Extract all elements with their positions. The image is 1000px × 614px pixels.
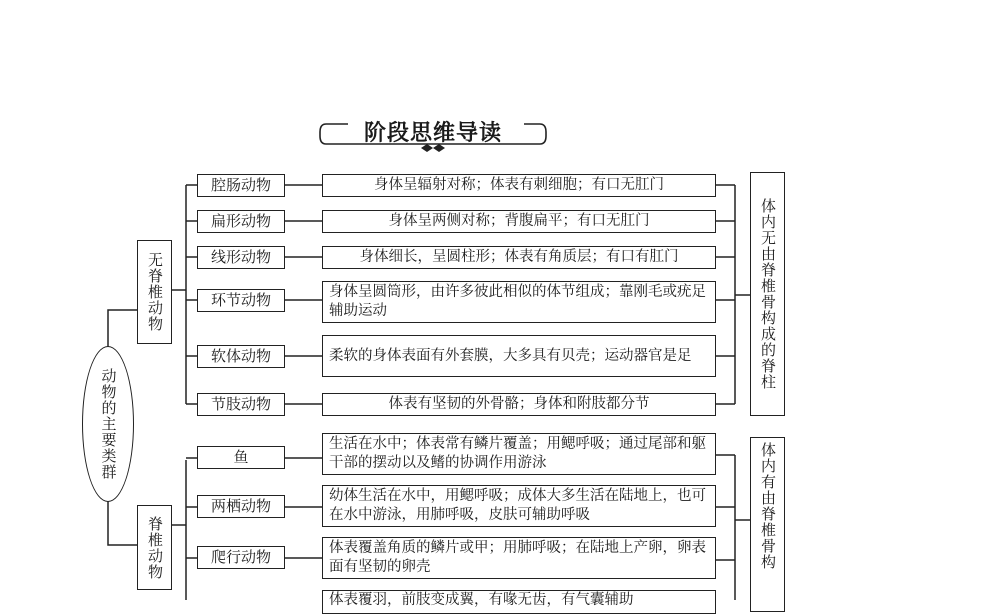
root-node bbox=[82, 346, 134, 502]
category-box bbox=[197, 174, 285, 197]
category-name: 两栖动物 bbox=[210, 497, 271, 515]
category-box bbox=[197, 246, 285, 269]
category-name: 扁形动物 bbox=[210, 212, 271, 230]
category-box bbox=[197, 495, 285, 518]
category-box bbox=[197, 446, 285, 469]
category-name: 环节动物 bbox=[210, 291, 271, 309]
category-box bbox=[197, 345, 285, 368]
description-text: 体表覆盖角质的鳞片或甲；用肺呼吸；在陆地上产卵，卵表面有坚韧的卵壳 bbox=[329, 540, 706, 575]
category-box bbox=[197, 393, 285, 416]
summary-text: 体内有由脊椎骨构 bbox=[759, 442, 777, 570]
category-box bbox=[197, 210, 285, 233]
description-text: 身体细长，呈圆柱形；体表有角质层；有口有肛门 bbox=[359, 249, 679, 265]
group-invertebrates bbox=[137, 240, 172, 344]
category-name: 爬行动物 bbox=[210, 548, 271, 566]
category-box bbox=[197, 546, 285, 569]
description-box bbox=[322, 174, 716, 197]
description-text: 柔软的身体表面有外套膜，大多具有贝壳；运动器官是足 bbox=[329, 347, 692, 364]
root-label: 动物的主要类群 bbox=[99, 368, 118, 480]
description-box bbox=[322, 393, 716, 416]
description-text: 身体呈圆筒形，由许多彼此相似的体节组成；靠刚毛或疣足辅助运动 bbox=[329, 284, 706, 319]
description-text: 幼体生活在水中，用鳃呼吸；成体大多生活在陆地上，也可在水中游泳，用肺呼吸，皮肤可辅助呼吸 bbox=[329, 488, 706, 523]
description-text: 身体呈辐射对称；体表有刺细胞；有口无肛门 bbox=[374, 177, 664, 193]
category-name: 腔肠动物 bbox=[210, 176, 271, 194]
description-box bbox=[322, 335, 716, 377]
description-text: 体表有坚韧的外骨骼；身体和附肢都分节 bbox=[388, 396, 650, 412]
group-label: 脊椎动物 bbox=[146, 515, 164, 580]
description-text: 体表覆羽，前肢变成翼，有喙无齿，有气囊辅助 bbox=[329, 592, 634, 608]
description-box bbox=[322, 210, 716, 233]
category-name: 节肢动物 bbox=[210, 395, 271, 413]
summary-box bbox=[750, 172, 785, 416]
description-box bbox=[322, 537, 716, 579]
group-label: 无脊椎动物 bbox=[146, 252, 164, 332]
description-box bbox=[322, 281, 716, 323]
title-text: 阶段思维导读 bbox=[363, 121, 502, 146]
description-text: 生活在水中；体表常有鳞片覆盖；用鳃呼吸；通过尾部和躯干部的摆动以及鳍的协调作用游泳 bbox=[329, 436, 706, 471]
description-box bbox=[322, 590, 716, 614]
category-name: 鱼 bbox=[233, 448, 249, 466]
description-text: 身体呈两侧对称；背腹扁平；有口无肛门 bbox=[388, 213, 650, 229]
group-vertebrates bbox=[137, 505, 172, 590]
category-name: 线形动物 bbox=[210, 248, 271, 266]
summary-text: 体内无由脊椎骨构成的脊柱 bbox=[759, 198, 777, 390]
description-box bbox=[322, 246, 716, 269]
category-name: 软体动物 bbox=[210, 347, 271, 365]
summary-box bbox=[750, 437, 785, 612]
description-box bbox=[322, 433, 716, 475]
description-box bbox=[322, 485, 716, 527]
category-box bbox=[197, 289, 285, 312]
